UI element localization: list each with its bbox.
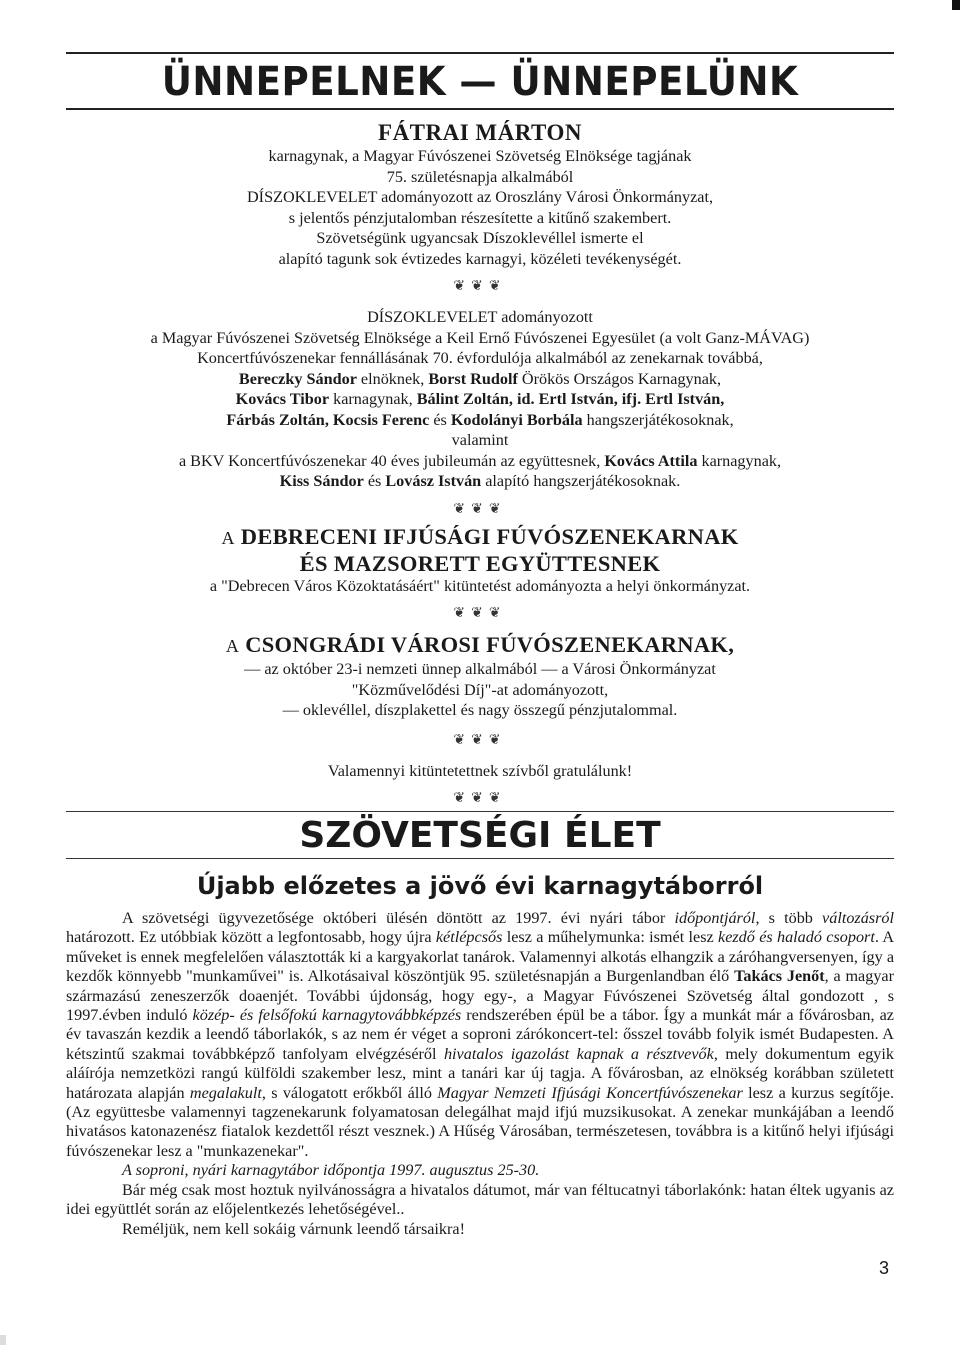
diszoklevel-line [66, 410, 894, 431]
csongrad-line: — az október 23-i nemzeti ünnep alkalmából — a Városi Önkormányzat [244, 660, 716, 678]
article-title: Újabb előzetes a jövő évi karnagytáborról [196, 872, 764, 900]
line-text: karnagynak, [329, 390, 417, 408]
paragraph-bold: Takács Jenőt [734, 967, 825, 986]
heading-prefix: A [225, 636, 240, 656]
line-text: a BKV Koncertfúvószenekar 40 éves jubileumán az együttesnek, [178, 451, 605, 470]
ornament-divider: ❦❦❦ [453, 279, 507, 294]
fatrai-name: FÁTRAI MÁRTON [378, 120, 582, 145]
fatrai-section [66, 120, 894, 269]
ornament-divider: ❦❦❦ [453, 606, 507, 621]
diszoklevel-line [66, 389, 894, 410]
ornament-divider: ❦❦❦ [453, 732, 507, 748]
honoree-name: Kodolányi Borbála [450, 410, 583, 429]
paragraph-emphasis: A soproni, nyári karnagytábor időpontja 1997. augusztus 25-30. [122, 1161, 540, 1180]
honoree-name: Bereczky Sándor [238, 369, 357, 388]
article-paragraph: Bár még csak most hoztuk nyilvánosságra a hivatalos dátumot, már van féltucatnyi táborlakónk: hatan éltek ugyanis az idei együttlét során az előjelentkezés lehetőségével.. [66, 1180, 894, 1219]
diszoklevel-line: DÍSZOKLEVELET adományozott [367, 308, 593, 326]
honoree-name: Kiss Sándor [279, 472, 364, 490]
fatrai-line: DÍSZOKLEVELET adományozott az Oroszlány Városi Önkormányzat, [246, 188, 713, 206]
paragraph-emphasis: időpontjáról [674, 909, 756, 927]
paragraph-emphasis: megalakult [189, 1083, 262, 1102]
paragraph-text: , a magyar származású zeneszerzők doaenjét. További újdonság, hogy egy-, a Magyar Fúvószenei Szövetség által gondozott , s 1997.évben induló [66, 967, 894, 1025]
paragraph-text: , s több [755, 909, 823, 927]
paragraph-emphasis: hivatalos igazolást kapnak a résztvevők [443, 1044, 714, 1063]
paragraph-text: . A műveket is ennek megfelelően választották ki a kargyakorlat tanárok. Valamennyi alkotás elhangzik a záróhangversenyen, így a kezdők könnyebb "munkaművei" is. Alkotásaival köszöntjük 95. születésnapján a Burgenlandban élő [66, 928, 895, 986]
fatrai-line: 75. születésnapja alkalmából [386, 167, 574, 186]
diszoklevel-line [66, 471, 894, 492]
paragraph-text: , s válogatott erőkből álló [261, 1083, 438, 1102]
section-bottom-rule [66, 858, 894, 859]
paragraph-text: határozott. Ez utóbbiak között a legfontosabb, hogy újra [66, 928, 436, 947]
paragraph-emphasis: változásról [822, 909, 894, 927]
fatrai-line: alapító tagunk sok évtizedes karnagyi, közéleti tevékenységét. [278, 249, 682, 268]
paragraph-text: rendszerében épül be a tábor. Így a munkát már a fővárosban, az év tavaszán kezdik a leendő táborlakók, s az nem ér véget a soproni zárókoncert-tel: ősszel tovább folyik ismét Budapesten. A kétszintű szakmai továbbképző tanfolyam elvégzéséről [66, 1006, 894, 1063]
fatrai-line: s jelentős pénzjutalomban részesítette a kitűnő szakembert. [288, 208, 672, 227]
honoree-name: Lovász István [385, 472, 482, 490]
debrecen-heading-line2: ÉS MAZSORETT EGYÜTTESNEK [299, 550, 661, 576]
line-text: karnagynak, [697, 451, 782, 470]
masthead-bottom-rule [66, 108, 894, 110]
page-content [66, 52, 894, 1239]
heading-text: DEBRECENI IFJÚSÁGI FÚVÓSZENEKARNAK [240, 523, 739, 549]
ornament-divider: ❦❦❦ [453, 791, 507, 806]
diszoklevel-line: Koncertfúvószenekar fennállásának 70. évfordulója alkalmából az zenekarnak továbbá, [197, 349, 763, 367]
debrecen-text: a "Debrecen Város Közoktatásáért" kitüntetést adományozta a helyi önkormányzat. [209, 576, 751, 595]
paragraph-emphasis: közép- és felsőfokú karnagytovábbképzés [192, 1006, 462, 1025]
paragraph-emphasis: kezdő és haladó csoport [718, 928, 875, 947]
line-text: és [363, 472, 386, 490]
paragraph-emphasis: kétlépcsős [435, 928, 503, 947]
ornament-divider: ❦❦❦ [453, 501, 507, 517]
section-title: SZÖVETSÉGI ÉLET [299, 815, 661, 856]
line-text: alapító hangszerjátékosoknak. [481, 472, 681, 490]
fatrai-line: Szövetségünk ugyancsak Díszoklevéllel ismerte el [316, 229, 644, 247]
honoree-name: Kovács Attila [604, 451, 698, 470]
diszoklevel-section [66, 307, 894, 492]
honoree-name: Borst Rudolf [428, 369, 518, 388]
debrecen-section [66, 524, 894, 597]
congratulations: Valamennyi kitüntetettnek szívből gratulálunk! [327, 761, 633, 780]
fatrai-line: karnagynak, a Magyar Fúvószenei Szövetség Elnöksége tagjának [268, 147, 692, 165]
csongrad-section [66, 632, 894, 721]
line-text: és [429, 410, 451, 429]
scan-edge-mark [0, 1335, 6, 1345]
honoree-name: Fárbás Zoltán, Kocsis Ferenc [226, 410, 430, 429]
csongrad-line: "Közművelődési Díj"-at adományozott, [351, 680, 609, 699]
csongrad-line: — oklevéllel, díszplakettel és nagy összegű pénzjutalommal. [282, 701, 678, 719]
article-date-line [66, 1161, 894, 1180]
csongrad-heading [66, 632, 894, 659]
line-text: elnöknek, [356, 369, 429, 388]
corner-crop-mark [952, 0, 960, 10]
article-closing: Reméljük, nem kell sokáig várnunk leendő társaikra! [122, 1219, 465, 1238]
article-paragraph [66, 909, 894, 1161]
line-text: hangszerjátékosoknak, [582, 410, 734, 429]
section-top-rule [66, 811, 894, 812]
masthead-top-rule [66, 52, 894, 54]
page-number: 3 [878, 1258, 889, 1278]
paragraph-text: A szövetségi ügyvezetősége októberi ülésén döntött az 1997. évi nyári tábor [122, 909, 675, 927]
diszoklevel-line: valamint [451, 431, 509, 449]
honoree-name: Bálint Zoltán, id. Ertl István, ifj. Ertl István, [416, 390, 725, 408]
diszoklevel-line [66, 451, 894, 472]
paragraph-emphasis: Magyar Nemzeti Ifjúsági Koncertfúvószenekar [437, 1083, 743, 1102]
line-text: Örökös Országos Karnagynak, [517, 369, 722, 388]
diszoklevel-line [66, 369, 894, 390]
diszoklevel-line: a Magyar Fúvószenei Szövetség Elnöksége a Keil Ernő Fúvószenei Egyesület (a volt Ganz-MÁVAG) [150, 328, 810, 347]
heading-text: CSONGRÁDI VÁROSI FÚVÓSZENEKARNAK, [245, 632, 735, 657]
paragraph-text: lesz a kurzus segítője. (Az együttesbe valamennyi tagzenekarunk folyamatosan delegálhat majd ifjú muzsikusokat. A zenekar munkájában a leendő hivatásos katonazenész fiatalok kezdettől részt vesznek.) A Hűség Városában, természetesen, továbbra is a kitűnő helyi ifjúsági fúvószenekar lesz a "munkazenekar". [66, 1083, 894, 1160]
debrecen-heading [66, 524, 894, 551]
paragraph-text: lesz a műhelymunka: ismét lesz [502, 928, 719, 947]
paragraph-text: , mely dokumentum egyik aláírója nemzetközi rangú külföldi szakember lesz, mint a tanári kar új tagja. A fővárosban, az elnökség korábban született határozata alapján [66, 1044, 894, 1102]
masthead-title: ÜNNEPELNEK — ÜNNEPELÜNK [161, 59, 799, 105]
honoree-name: Kovács Tibor [235, 390, 330, 408]
heading-prefix: A [221, 527, 235, 548]
